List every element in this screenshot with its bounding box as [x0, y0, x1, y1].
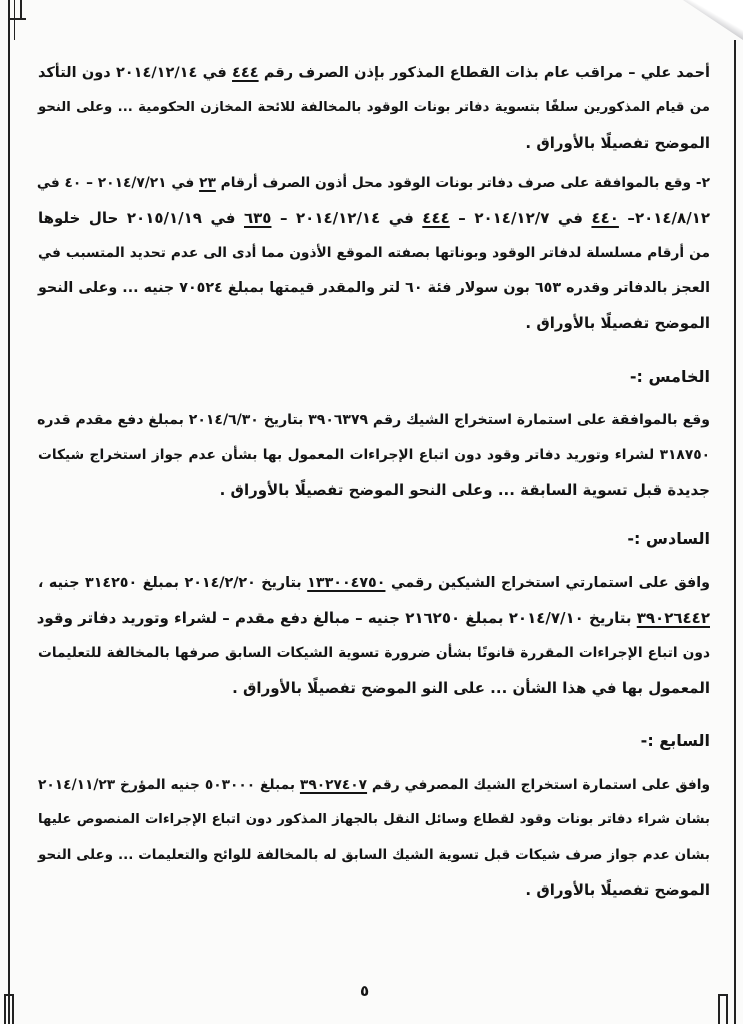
text-line	[38, 607, 710, 629]
text-segment: السابع :-	[640, 731, 710, 750]
text-segment: وقع بالموافقة على استمارة استخراج الشيك رقم ٣٩٠٦٣٧٩ بتاريخ ٢٠١٤/٦/٣٠ بمبلغ دفع مقدم قدره	[37, 412, 710, 428]
text-segment: الموضح تفصيلًا بالأوراق .	[525, 881, 710, 899]
text-segment: من قيام المذكورين سلفًا بتسوية دفاتر بونات الوقود بالمخالفة للائحة المخازن الحكومية ... وعلى النحو	[38, 100, 710, 115]
text-segment: بتاريخ ٢٠١٤/٢/٢٠ بمبلغ ٣١٤٢٥٠ جنيه ،	[38, 575, 308, 591]
text-segment: جديدة قبل تسوية السابقة ... وعلى النحو الموضح تفصيلًا بالأوراق .	[219, 481, 710, 499]
page-border-corner	[8, 18, 26, 20]
underlined-number: ٦٣٥	[244, 209, 272, 227]
text-segment: في ٢٠١٤/١٢/٧ –	[449, 209, 592, 227]
text-segment: بمبلغ ٥٠٣٠٠٠ جنيه المؤرخ ٢٠١٤/١١/٢٣	[38, 777, 300, 793]
text-segment: بتاريخ ٢٠١٤/٧/١٠ بمبلغ ٢١٦٢٥٠ جنيه – مبالغ دفع مقدم – لشراء وتوريد دفاتر وقود	[36, 609, 637, 627]
text-segment: في ٢٠١٤/١٢/١٤ –	[271, 209, 423, 227]
text-segment: في ٢٠١٥/١/١٩ حال خلوها	[38, 209, 244, 227]
section-heading	[38, 366, 710, 388]
text-segment: وافق على استمارة استخراج الشيك المصرفي رقم	[367, 777, 711, 793]
text-segment: في ٢٠١٤/٧/٢١ – ٤٠ في	[36, 175, 200, 191]
underlined-number: ٤٤٠	[591, 209, 619, 227]
section-heading	[38, 528, 710, 550]
text-segment: في ٢٠١٤/١٢/١٤ دون التأكد	[38, 65, 233, 81]
text-line	[38, 277, 710, 299]
text-segment: دون اتباع الإجراءات المقررة قانونًا بشأن ضرورة تسوية الشيكات السابق صرفها بالمخالفة للتعليمات	[38, 645, 710, 661]
text-segment: السادس :-	[627, 529, 710, 548]
text-segment: المعمول بها في هذا الشأن ... على النو الموضح تفصيلًا بالأوراق .	[232, 679, 710, 697]
page-border-bottom-right-ornament	[718, 994, 728, 1024]
text-line	[38, 207, 710, 229]
underlined-number: ٢٣	[199, 175, 216, 191]
text-segment: وافق على استمارتي استخراج الشيكين رقمي	[385, 575, 711, 591]
text-line	[38, 409, 710, 431]
text-line	[38, 312, 710, 334]
text-line	[38, 774, 710, 796]
underlined-number: ١٣٣٠٠٤٧٥٠	[307, 575, 386, 591]
text-segment: الموضح تفصيلًا بالأوراق .	[525, 314, 710, 332]
text-line	[38, 809, 710, 831]
underlined-number: ٣٩٠٢٦٤٤٢	[636, 609, 710, 627]
text-line	[38, 479, 710, 501]
text-line	[38, 132, 710, 154]
page-border-left	[8, 0, 10, 1024]
text-segment: الموضح تفصيلًا بالأوراق .	[525, 134, 710, 152]
text-segment: ٢٠١٤/٨/١٢–	[618, 209, 710, 227]
underlined-number: ٣٩٠٢٧٤٠٧	[299, 777, 368, 793]
text-line	[38, 844, 710, 866]
text-segment: الخامس :-	[629, 367, 710, 386]
text-segment: بشان عدم جواز صرف شيكات قبل تسوية الشيك السابق له بالمخالفة للوائح والتعليمات ... وعلى النحو	[38, 847, 710, 863]
text-line	[38, 444, 710, 466]
page-fold-corner	[683, 0, 743, 40]
underlined-number: ٤٤٤	[232, 65, 259, 81]
text-line	[38, 642, 710, 664]
text-line	[38, 242, 710, 264]
text-segment: من أرقام مسلسلة لدفاتر الوقود وبوناتها بصفته الموقع الأذون مما أدى الى عدم تحديد المتسبب في	[38, 245, 710, 261]
text-segment: ٣١٨٧٥٠ لشراء وتوريد دفاتر وقود دون اتباع الإجراءات المعمول بها بشأن عدم جواز استخراج شيكات	[38, 447, 710, 463]
text-segment: أحمد علي – مراقب عام بذات القطاع المذكور بإذن الصرف رقم	[258, 65, 711, 81]
text-segment: بشان شراء دفاتر بونات وقود لقطاع وسائل النقل بالجهاز المذكور دون اتباع الإجراءات المنصوص عليها	[38, 812, 710, 827]
section-heading	[38, 730, 710, 752]
page-border-corner	[20, 0, 22, 20]
page-border-bottom-left-ornament	[4, 994, 14, 1024]
text-line	[38, 97, 710, 119]
page-border-ornament	[14, 0, 15, 40]
text-segment: العجز بالدفاتر وقدره ٦٥٣ بون سولار فئة ٦٠ لتر والمقدر قيمتها بمبلغ ٧٠٥٢٤ جنيه ... وعلى النحو	[38, 280, 710, 296]
text-line	[38, 572, 710, 594]
text-segment: ٢- وقع بالموافقة على صرف دفاتر بونات الوقود محل أذون الصرف أرقام	[215, 175, 710, 191]
text-line	[38, 62, 710, 84]
text-line	[38, 879, 710, 901]
page-border-right	[734, 40, 736, 1024]
text-line	[38, 677, 710, 699]
text-line	[38, 172, 710, 194]
page-number: ٥	[360, 982, 370, 1000]
underlined-number: ٤٤٤	[422, 209, 450, 227]
